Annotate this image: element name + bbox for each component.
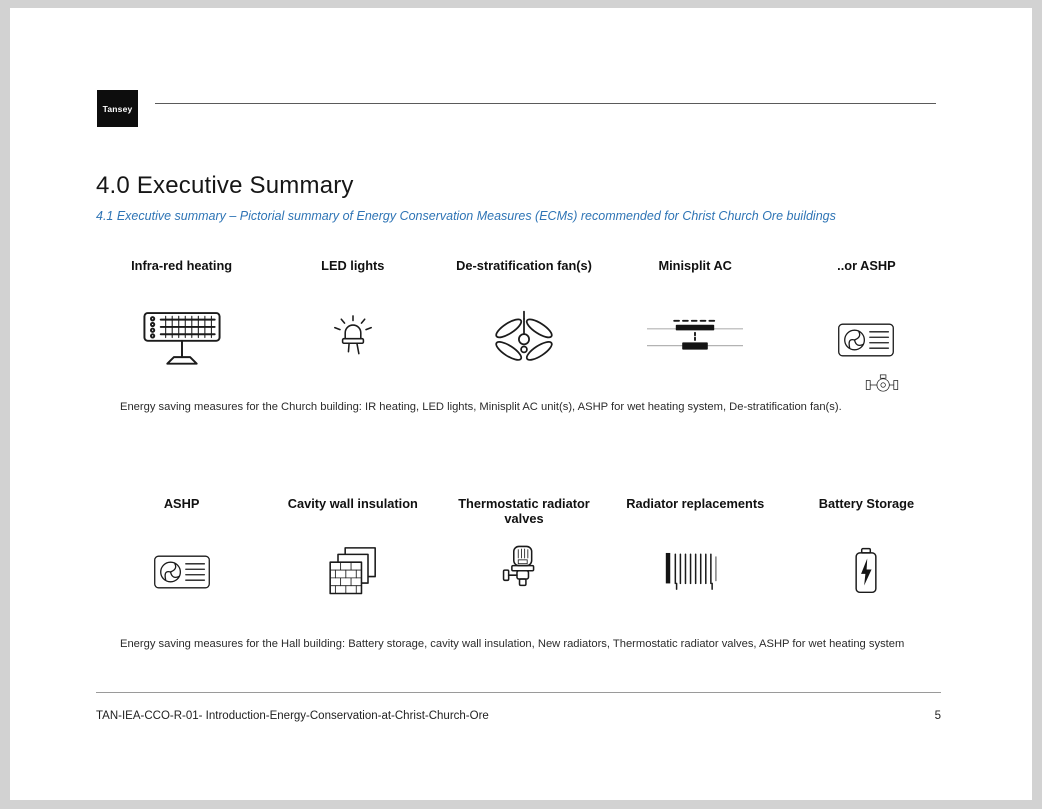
page-title: 4.0 Executive Summary — [96, 172, 354, 199]
infrared-heater-icon — [133, 292, 231, 388]
document-reference: TAN-IEA-CCO-R-01- Introduction-Energy-Conservation-at-Christ-Church-Ore — [96, 710, 489, 722]
cavity-wall-icon — [323, 530, 383, 614]
ceiling-fan-icon — [484, 292, 564, 388]
minisplit-ac-icon — [647, 292, 743, 388]
led-light-icon — [327, 292, 379, 388]
measure-destratification-fans — [438, 258, 609, 388]
page-number: 5 — [934, 710, 941, 722]
measure-ashp — [96, 496, 267, 614]
trv-icon — [501, 530, 547, 614]
measure-cavity-wall-insulation — [267, 496, 438, 614]
measure-label: Cavity wall insulation — [287, 496, 418, 511]
measure-battery-storage — [781, 496, 952, 614]
hall-measures-caption: Energy saving measures for the Hall building: Battery storage, cavity wall insulation, New radiators, Thermostatic radiator valves, ASHP for wet heating system — [120, 638, 905, 650]
measure-minisplit-ac — [610, 258, 781, 388]
measure-thermostatic-radiator-valves — [438, 496, 609, 614]
tansey-logo — [97, 90, 138, 127]
measure-label: Radiator replacements — [626, 496, 765, 511]
measure-label: ASHP — [163, 496, 200, 511]
church-measures-row — [96, 258, 952, 388]
tansey-logo-text: Tansey — [102, 103, 133, 114]
measure-label: Minisplit AC — [658, 258, 732, 273]
page-footer — [96, 710, 941, 722]
header-divider — [155, 103, 936, 104]
battery-icon — [850, 530, 882, 614]
hall-measures-row — [96, 496, 952, 614]
footer-divider — [96, 692, 941, 693]
measure-radiator-replacements — [610, 496, 781, 614]
ashp-unit-icon — [836, 292, 896, 388]
church-measures-caption: Energy saving measures for the Church building: IR heating, LED lights, Minisplit AC unit(s), ASHP for wet heating system, De-stratification fan(s). — [120, 401, 842, 413]
measure-label: Thermostatic radiator valves — [458, 496, 590, 527]
measure-label: Infra-red heating — [131, 258, 233, 273]
circulation-pump-icon — [864, 372, 900, 398]
measure-or-ashp — [781, 258, 952, 388]
radiator-icon — [662, 530, 728, 614]
measure-label: De-stratification fan(s) — [456, 258, 592, 273]
ashp-unit-icon — [152, 530, 212, 614]
section-subtitle: 4.1 Executive summary – Pictorial summary of Energy Conservation Measures (ECMs) recommended for Christ Church Ore buildings — [96, 209, 836, 223]
measure-led-lights — [267, 258, 438, 388]
measure-infrared-heating — [96, 258, 267, 388]
measure-label: ..or ASHP — [837, 258, 896, 273]
measure-label: LED lights — [321, 258, 385, 273]
document-page — [10, 8, 1032, 800]
measure-label: Battery Storage — [818, 496, 915, 511]
